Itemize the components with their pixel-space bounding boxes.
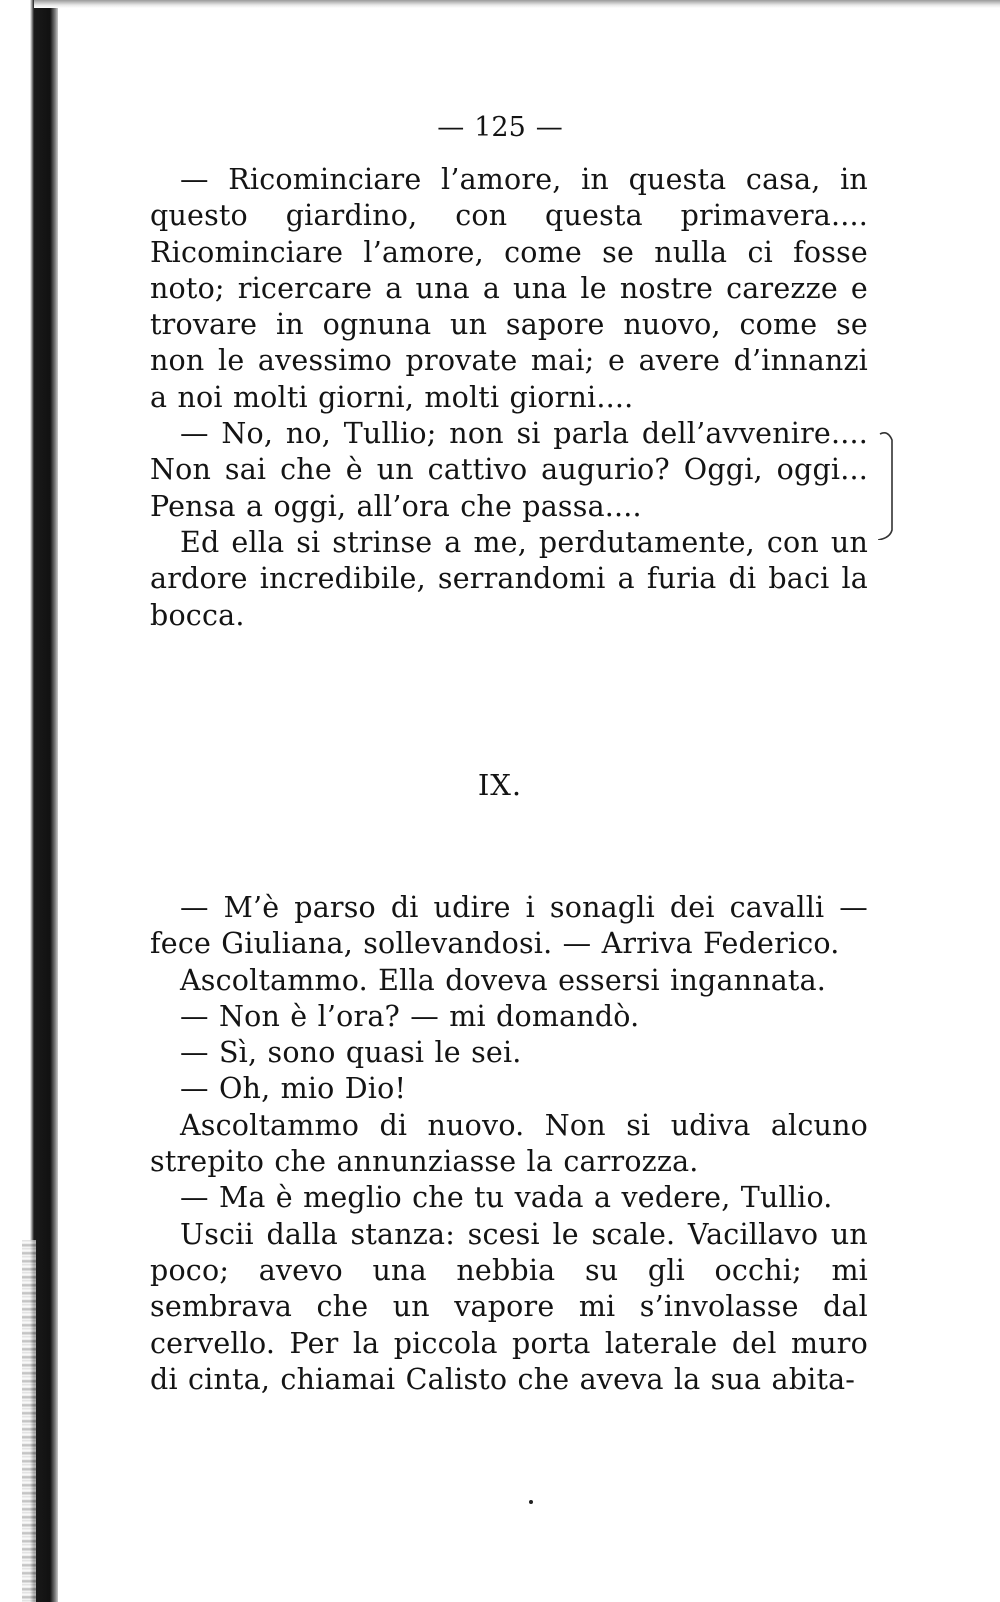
chapter-heading: IX. <box>477 768 523 802</box>
page-number-dash-right: — <box>535 112 563 143</box>
text-section-before <box>150 162 868 634</box>
paragraph: Ascoltammo. Ella doveva essersi ingannata. <box>180 963 827 997</box>
ink-speck <box>529 1500 533 1504</box>
paragraph: Uscii dalla stanza: scesi le scale. Vacillavo un poco; avevo una nebbia su gli occhi; mi sembrava che un vapore mi s’involasse dal cervello. Per la piccola porta laterale del muro di cinta, chiamai Calisto che aveva la sua abita- <box>150 1217 868 1396</box>
margin-bracket-mark <box>878 430 908 540</box>
paragraph: — M’è parso di udire i sonagli dei cavalli — fece Giuliana, sollevandosi. — Arriva Federico. <box>150 891 868 961</box>
page-number-value: 125 <box>474 112 526 143</box>
paragraph: Ed ella si strinse a me, perdutamente, con un ardore incredibile, serrandomi a furia di baci la bocca. <box>150 525 868 632</box>
text-section-after <box>150 890 868 1398</box>
page-number-dash-left: — <box>437 112 465 143</box>
paragraph: — Sì, sono quasi le sei. <box>180 1036 522 1070</box>
paragraph: Ascoltammo di nuovo. Non si udiva alcuno strepito che annunziasse la carrozza. <box>150 1108 868 1179</box>
paragraph: — Oh, mio Dio! <box>180 1072 407 1106</box>
page-top-edge <box>34 0 1000 8</box>
paragraph: — Ma è meglio che tu vada a vedere, Tullio. <box>180 1181 833 1215</box>
binding-speckle <box>22 1240 36 1602</box>
paragraph: — Non è l’ora? — mi domandò. <box>180 999 640 1033</box>
paragraph: — Ricominciare l’amore, in questa casa, in questo giardino, con questa primavera.... Ricominciare l’amore, come se nulla ci fosse noto; ricercare a una a una le nostre carezze e trovare in ognuna un sapore nuovo, come se non le avessimo provate mai; e avere d’innanzi a noi molti giorni, molti giorni.... <box>150 163 868 414</box>
paragraph: — No, no, Tullio; non si parla dell’avvenire.... Non sai che è un cattivo augurio? Oggi, oggi... Pensa a oggi, all’ora che passa.... <box>150 417 868 523</box>
page-number <box>0 112 1000 143</box>
